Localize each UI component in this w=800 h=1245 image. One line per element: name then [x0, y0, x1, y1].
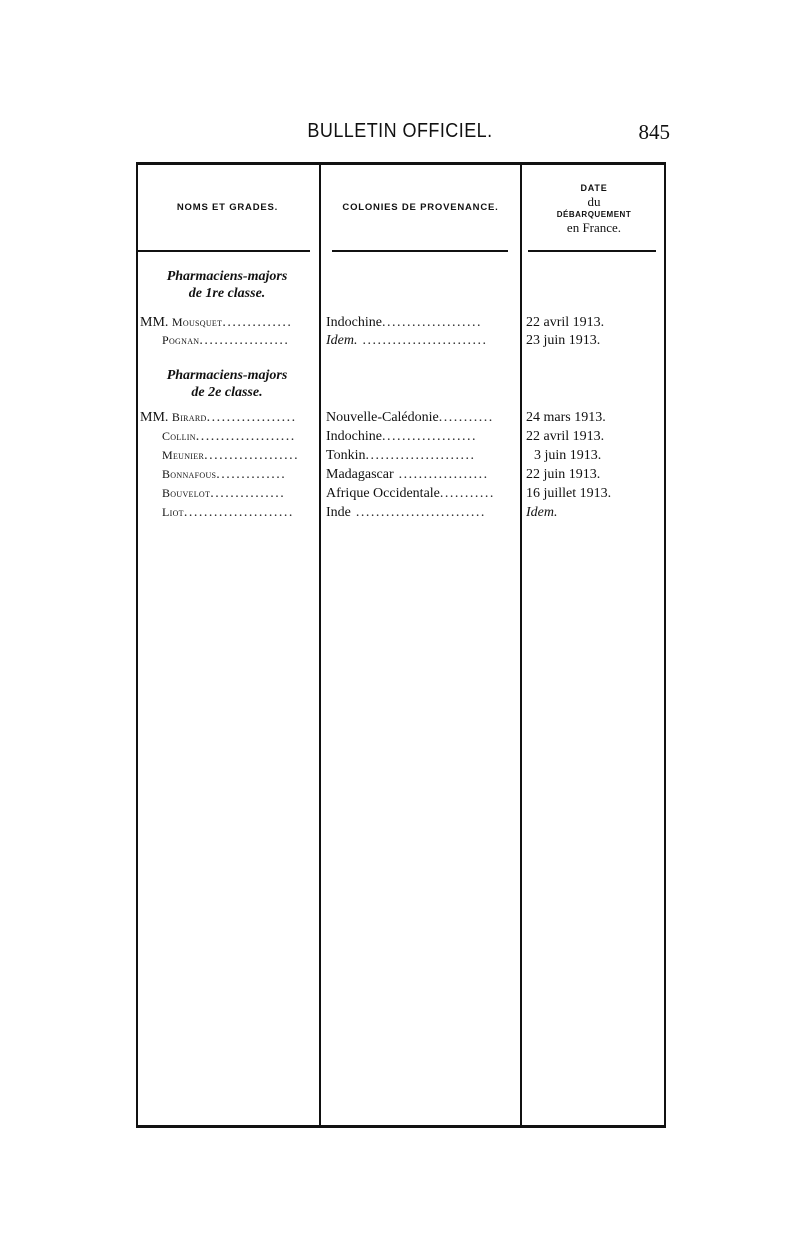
table-row [136, 505, 666, 523]
column-divider-1 [319, 162, 321, 1128]
date-header-line1: DATE [580, 183, 608, 193]
name-prefix: MM. [140, 315, 169, 330]
name-cell: Bouvelot............... [162, 486, 286, 501]
date-header-line2: du [587, 194, 601, 209]
section-title-2 [136, 367, 318, 401]
header-rule-colonies [332, 250, 508, 252]
officer-name: Pognan [162, 333, 200, 347]
colony-cell: Indochine................... [326, 429, 477, 444]
officer-name: Mousquet [171, 315, 223, 329]
table-row [136, 410, 666, 428]
date-cell: 3 juin 1913. [534, 448, 602, 463]
table-row [136, 448, 666, 466]
colony-name: Tonkin [326, 448, 366, 463]
section-title-2-line1: Pharmaciens-majors [166, 368, 288, 383]
colony-name: Idem. [326, 333, 358, 348]
table-row [136, 315, 666, 333]
colony-name: Afrique Occidentale [326, 486, 440, 501]
running-title: BULLETIN OFFICIEL. [307, 120, 493, 142]
colony-cell: Indochine.................... [326, 315, 482, 330]
name-cell: Pognan.................. [162, 333, 290, 348]
table-right-border [664, 162, 666, 1128]
date-header-line3: DÉBARQUEMENT [556, 210, 632, 219]
date-cell: 22 avril 1913. [526, 315, 605, 330]
section-title-1 [136, 268, 318, 302]
colony-name: Indochine [326, 315, 382, 330]
table-top-rule [136, 162, 666, 165]
officer-name: Liot [162, 505, 184, 519]
section-title-1-line2: de 1re classe. [188, 286, 266, 301]
column-header-names: NOMS ET GRADES. [176, 202, 279, 213]
table-bottom-rule [136, 1125, 666, 1128]
name-cell: Collin.................... [162, 429, 296, 444]
colony-name: Inde [326, 505, 351, 520]
officers-table [136, 162, 666, 1128]
date-cell: 22 juin 1913. [526, 467, 601, 482]
name-cell: Bonnafous.............. [162, 467, 287, 482]
colony-name: Indochine [326, 429, 382, 444]
table-row [136, 467, 666, 485]
name-cell: MM. Mousquet.............. [140, 315, 293, 330]
section-title-1-line1: Pharmaciens-majors [166, 269, 288, 284]
date-cell: Idem. [526, 505, 558, 520]
officer-name: Meunier [162, 448, 205, 462]
name-prefix: MM. [140, 410, 169, 425]
officer-name: Birard [171, 410, 207, 424]
officer-name: Bouvelot [162, 486, 211, 500]
table-left-border [136, 162, 138, 1128]
date-cell: 22 avril 1913. [526, 429, 605, 444]
officer-name: Collin [162, 429, 196, 443]
colony-cell: Nouvelle-Calédonie........... [326, 410, 494, 425]
page-number: 845 [638, 120, 670, 144]
header-rule-names [138, 250, 310, 252]
colony-cell: Idem. ......................... [326, 333, 488, 348]
table-row [136, 429, 666, 447]
colony-cell: Tonkin...................... [326, 448, 476, 463]
date-cell: 24 mars 1913. [526, 410, 606, 425]
date-cell: 16 juillet 1913. [526, 486, 612, 501]
header-rule-date [528, 250, 656, 252]
name-cell: MM. Birard.................. [140, 410, 297, 425]
name-cell: Liot...................... [162, 505, 294, 520]
column-header-colonies: COLONIES DE PROVENANCE. [342, 202, 499, 213]
colony-cell: Afrique Occidentale........... [326, 486, 495, 501]
officer-name: Bonnafous [162, 467, 217, 481]
colony-name: Nouvelle-Calédonie [326, 410, 439, 425]
column-divider-2 [520, 162, 522, 1128]
name-cell: Meunier................... [162, 448, 300, 463]
colony-cell: Madagascar .................. [326, 467, 489, 482]
date-cell: 23 juin 1913. [526, 333, 601, 348]
table-row [136, 333, 666, 351]
column-header-date [522, 182, 666, 234]
table-row [136, 486, 666, 504]
section-title-2-line2: de 2e classe. [191, 385, 263, 400]
colony-name: Madagascar [326, 467, 394, 482]
date-header-line4: en France. [566, 220, 622, 235]
colony-cell: Inde .......................... [326, 505, 486, 520]
